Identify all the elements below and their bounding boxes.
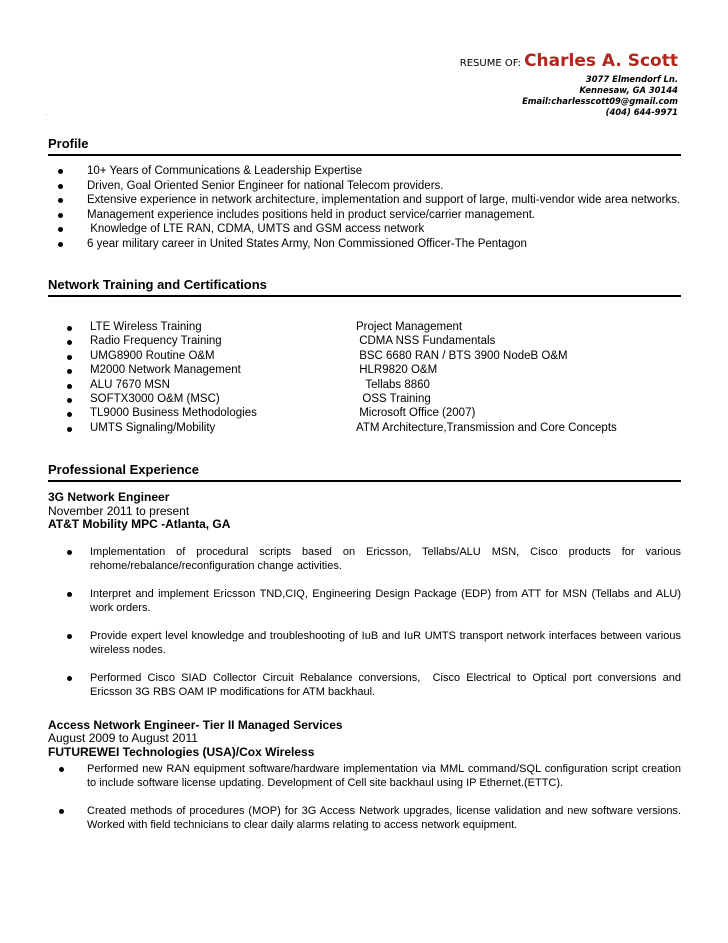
bullet-icon bbox=[59, 809, 64, 814]
email-line: Email:charlesscott09@gmail.com bbox=[522, 96, 678, 106]
profile-section bbox=[48, 136, 681, 251]
job-duties bbox=[48, 545, 685, 699]
bullet-icon bbox=[67, 412, 72, 417]
job-header bbox=[48, 719, 681, 760]
training-row: TL9000 Business Methodologies Microsoft Office (2007) bbox=[48, 407, 681, 421]
bullet-icon bbox=[58, 242, 63, 247]
bullet-icon bbox=[67, 355, 72, 360]
job-header bbox=[48, 491, 681, 532]
training-row: ALU 7670 MSN Tellabs 8860 bbox=[48, 379, 681, 393]
training-row: UMG8900 Routine O&M BSC 6680 RAN / BTS 3900 NodeB O&M bbox=[48, 350, 681, 364]
resume-title-line bbox=[460, 51, 678, 74]
bullet-icon bbox=[67, 676, 72, 681]
training-row: M2000 Network Management HLR9820 O&M bbox=[48, 364, 681, 378]
phone-line: (404) 644-9971 bbox=[605, 107, 678, 117]
profile-list bbox=[48, 164, 681, 251]
bullet-icon bbox=[58, 169, 63, 174]
address-line-1: 3077 Elmendorf Ln. bbox=[585, 74, 678, 84]
bullet-icon bbox=[67, 326, 72, 331]
bullet-icon bbox=[67, 384, 72, 389]
job-dates: November 2011 to present bbox=[48, 503, 190, 518]
bullet-icon bbox=[58, 227, 63, 232]
job-company: AT&T Mobility MPC -Atlanta, GA bbox=[48, 517, 231, 531]
duty-item: Implementation of procedural scripts based on Ericsson, Tellabs/ALU MSN, Cisco products for various rehome/rebalance/reconfiguration change activities. bbox=[48, 545, 681, 573]
experience-section bbox=[48, 462, 685, 846]
duty-item: Provide expert level knowledge and troubleshooting of IuB and IuR UMTS transport network interfaces between various wireless nodes. bbox=[48, 629, 681, 657]
bullet-icon bbox=[58, 184, 63, 189]
job-company: FUTUREWEI Technologies (USA)/Cox Wireless bbox=[48, 744, 315, 759]
training-row: UMTS Signaling/Mobility ATM Architecture,Transmission and Core Concepts bbox=[48, 422, 681, 436]
training-section bbox=[48, 277, 681, 436]
profile-heading: Profile bbox=[48, 136, 681, 156]
bullet-icon bbox=[67, 369, 72, 374]
profile-item: Knowledge of LTE RAN, CDMA, UMTS and GSM access network bbox=[48, 222, 681, 237]
candidate-name: Charles A. Scott bbox=[524, 51, 678, 71]
bullet-icon bbox=[67, 634, 72, 639]
profile-item: Extensive experience in network architecture, implementation and support of large, multi-vendor wide area networks. bbox=[48, 193, 681, 208]
bullet-icon bbox=[59, 767, 64, 772]
job-dates: August 2009 to August 2011 bbox=[48, 731, 198, 745]
duty-item: Performed new RAN equipment software/hardware implementation via MML command/SQL configuration script creation to include software license updating. Development of Cell site backhaul using IP Ethernet.(ETTC). bbox=[48, 762, 681, 790]
job-duties bbox=[48, 762, 681, 832]
training-list bbox=[48, 321, 681, 436]
training-row: SOFTX3000 O&M (MSC) OSS Training bbox=[48, 393, 681, 407]
training-heading: Network Training and Certifications bbox=[48, 277, 681, 297]
bullet-icon bbox=[67, 550, 72, 555]
job-role: 3G Network Engineer bbox=[48, 490, 170, 504]
experience-heading: Professional Experience bbox=[48, 462, 681, 482]
duty-item: Interpret and implement Ericsson TND,CIQ, Engineering Design Package (EDP) from ATT for MSN (Tellabs and ALU) work orders. bbox=[48, 587, 681, 615]
training-row: Radio Frequency Training CDMA NSS Fundamentals bbox=[48, 335, 681, 349]
bullet-icon bbox=[67, 340, 72, 345]
resume-header bbox=[460, 51, 678, 118]
duty-item: Created methods of procedures (MOP) for 3G Access Network upgrades, license validation and new software versions. Worked with field technicians to clear daily alarms relating to access network equipment. bbox=[48, 804, 681, 832]
duty-item: Performed Cisco SIAD Collector Circuit Rebalance conversions, Cisco Electrical to Optical port conversions and Ericsson 3G RBS OAM IP modifications for ATM backhaul. bbox=[48, 671, 681, 699]
training-row: LTE Wireless Training Project Management bbox=[48, 321, 681, 335]
resume-of-label: RESUME OF: bbox=[459, 58, 522, 69]
stray-mark: . bbox=[46, 111, 48, 117]
bullet-icon bbox=[58, 198, 63, 203]
profile-item: Driven, Goal Oriented Senior Engineer for national Telecom providers. bbox=[48, 179, 681, 194]
bullet-icon bbox=[67, 427, 72, 432]
bullet-icon bbox=[67, 398, 72, 403]
address-line-2: Kennesaw, GA 30144 bbox=[579, 85, 678, 95]
job-role: Access Network Engineer- Tier II Managed Services bbox=[48, 717, 343, 732]
profile-item: 10+ Years of Communications & Leadership Expertise bbox=[48, 164, 681, 179]
profile-item: 6 year military career in United States Army, Non Commissioned Officer-The Pentagon bbox=[48, 237, 681, 252]
bullet-icon bbox=[67, 592, 72, 597]
profile-item: Management experience includes positions held in product service/carrier management. bbox=[48, 208, 681, 223]
bullet-icon bbox=[58, 213, 63, 218]
